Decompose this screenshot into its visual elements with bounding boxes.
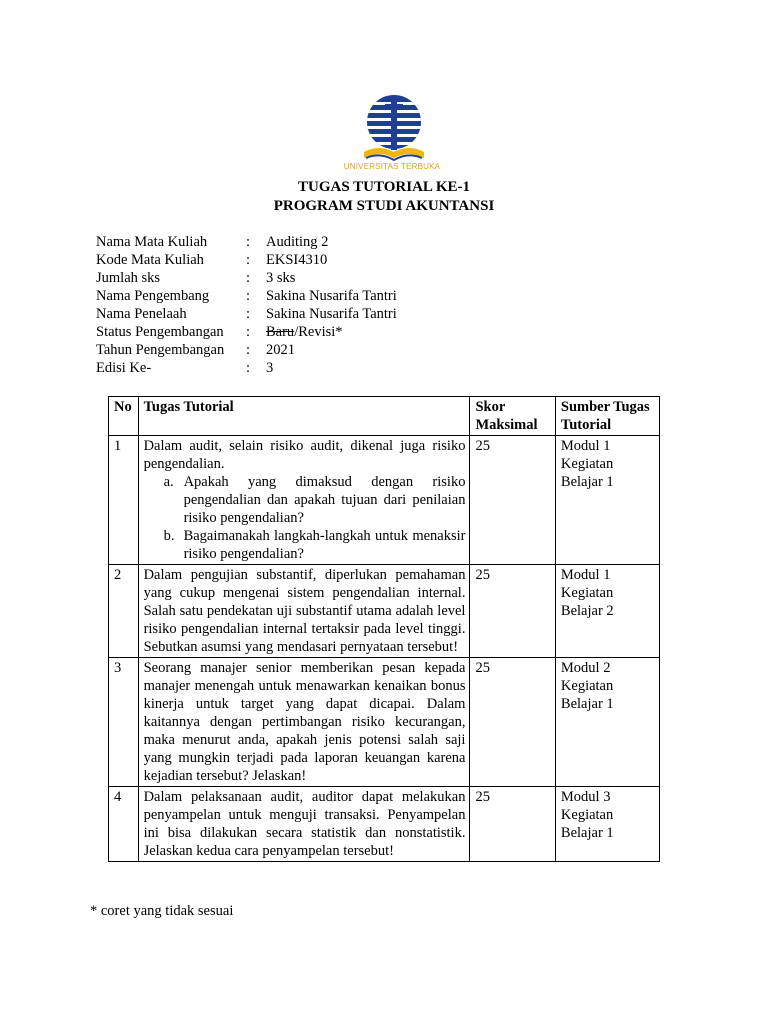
table-header-row — [109, 397, 660, 436]
header-no: No — [109, 397, 139, 436]
info-value: Sakina Nusarifa Tantri — [266, 288, 397, 304]
info-label: Nama Penelaah — [96, 306, 187, 322]
info-separator: : — [246, 252, 251, 268]
info-value: 3 sks — [266, 270, 296, 286]
task-text: Dalam audit, selain risiko audit, dikenal juga risiko pengendalian. — [143, 438, 466, 472]
info-value: Sakina Nusarifa Tantri — [266, 306, 397, 322]
info-label: Kode Mata Kuliah — [96, 252, 204, 268]
skor-cell: 25 — [470, 565, 555, 658]
task-subitem — [144, 527, 466, 563]
info-row — [96, 359, 496, 377]
task-cell — [138, 436, 470, 565]
info-label: Tahun Pengembangan — [96, 342, 225, 358]
row-number: 1 — [109, 436, 139, 565]
info-label: Jumlah sks — [96, 270, 161, 286]
course-info — [96, 233, 496, 377]
table-row — [109, 436, 660, 565]
table-row — [109, 787, 660, 862]
table-row — [109, 658, 660, 787]
task-subitem — [144, 473, 466, 527]
skor-cell: 25 — [470, 436, 555, 565]
info-label: Edisi Ke- — [96, 360, 152, 376]
source-cell: Modul 2 Kegiatan Belajar 1 — [555, 658, 659, 787]
skor-cell: 25 — [470, 658, 555, 787]
info-row — [96, 323, 496, 341]
subitem-marker: a. — [163, 474, 174, 490]
info-value: 2021 — [266, 342, 295, 358]
header-skor: Skor Maksimal — [470, 397, 555, 436]
info-separator: : — [246, 288, 251, 304]
info-separator: : — [246, 234, 251, 250]
header-source: Sumber Tugas Tutorial — [555, 397, 659, 436]
info-label: Status Pengembangan — [96, 324, 224, 340]
info-row — [96, 287, 496, 305]
footnote: * coret yang tidak sesuai — [90, 903, 234, 919]
source-cell: Modul 1 Kegiatan Belajar 2 — [555, 565, 659, 658]
subitem-marker: b. — [163, 528, 175, 544]
info-value — [266, 323, 343, 341]
source-cell: Modul 3 Kegiatan Belajar 1 — [555, 787, 659, 862]
task-text: Seorang manajer senior memberikan pesan kepada manajer menengah untuk menawarkan kenaikan bonus kinerja untuk target yang dapat dicapai. Dalam kaitannya dengan pertimbangan risiko kecurangan, maka menurut anda, apakah jenis potensi salah saji yang mungkin terjadi pada laporan keuangan karena kejadian tersebut? Jelaskan! — [138, 658, 470, 787]
info-row — [96, 233, 496, 251]
selected-option: /Revisi* — [294, 324, 343, 340]
info-row — [96, 269, 496, 287]
subitem-text: Bagaimanakah langkah-langkah untuk menaksir risiko pengendalian? — [183, 528, 466, 562]
info-row — [96, 341, 496, 359]
task-text: Dalam pelaksanaan audit, auditor dapat melakukan penyampelan untuk menguji transaksi. Penyampelan ini bisa dilakukan secara statistik dan nonstatistik. Jelaskan kedua cara penyampelan tersebut! — [138, 787, 470, 862]
row-number: 3 — [109, 658, 139, 787]
info-separator: : — [246, 270, 251, 286]
tutorial-task-table — [108, 396, 660, 862]
info-separator: : — [246, 324, 251, 340]
row-number: 2 — [109, 565, 139, 658]
skor-cell: 25 — [470, 787, 555, 862]
info-value: 3 — [266, 360, 274, 376]
university-logo — [352, 92, 437, 172]
table-row — [109, 565, 660, 658]
info-label: Nama Mata Kuliah — [96, 234, 208, 250]
info-separator: : — [246, 306, 251, 322]
info-row — [96, 251, 496, 269]
info-separator: : — [246, 342, 251, 358]
row-number: 4 — [109, 787, 139, 862]
header-task: Tugas Tutorial — [138, 397, 470, 436]
university-emblem-icon — [352, 92, 437, 172]
subitem-text: Apakah yang dimaksud dengan risiko pengendalian dan apakah tujuan dari penilaian risiko pengendalian? — [183, 474, 466, 526]
page-title: TUGAS TUTORIAL KE-1 — [298, 179, 470, 195]
info-value: EKSI4310 — [266, 252, 328, 268]
struck-option: Baru — [266, 324, 295, 340]
task-text: Dalam pengujian substantif, diperlukan pemahaman yang cukup mengenai sistem pengendalian internal. Salah satu pendekatan uji substantif utama adalah level risiko pengendalian internal tertaksir pada level tinggi. Sebutkan asumsi yang mendasari pernyataan tersebut! — [138, 565, 470, 658]
info-separator: : — [246, 360, 251, 376]
info-label: Nama Pengembang — [96, 288, 210, 304]
page-subtitle: PROGRAM STUDI AKUNTANSI — [273, 198, 495, 214]
logo-caption: UNIVERSITAS TERBUKA — [343, 162, 441, 171]
info-value: Auditing 2 — [266, 234, 329, 250]
source-cell: Modul 1 Kegiatan Belajar 1 — [555, 436, 659, 565]
info-row — [96, 305, 496, 323]
